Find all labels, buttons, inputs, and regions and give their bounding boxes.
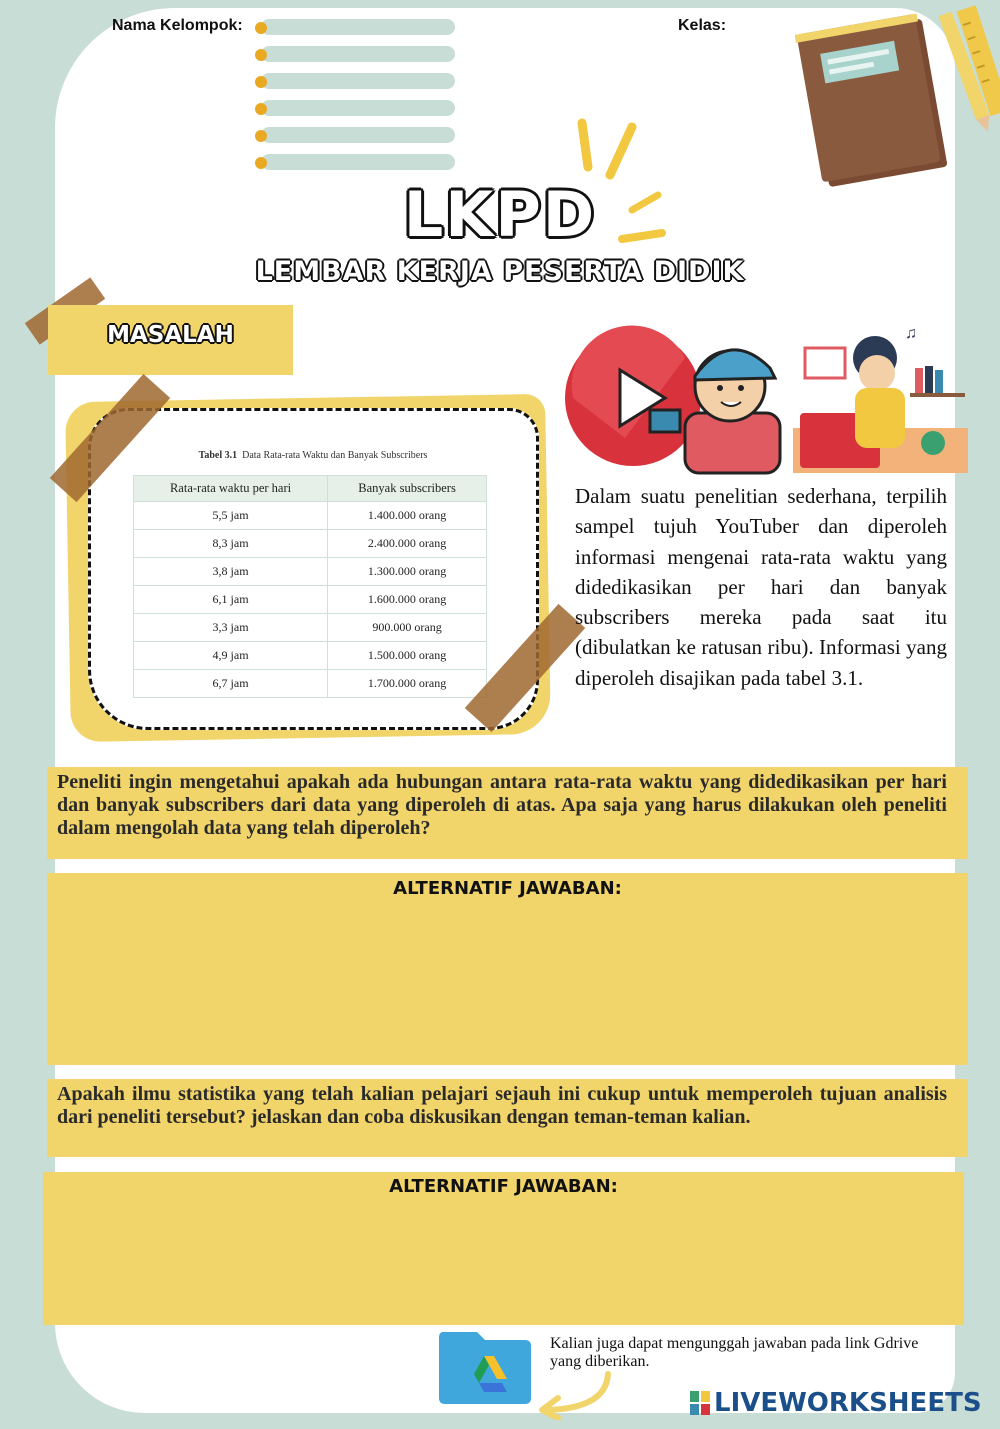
class-label: Kelas: (678, 17, 727, 34)
table-caption (133, 450, 493, 461)
upload-note: Kalian juga dapat mengunggah jawaban pada link Gdrive yang diberikan. (550, 1335, 919, 1370)
table-header-subscribers: Banyak subscribers (328, 476, 487, 502)
member-line-1[interactable] (255, 19, 455, 35)
problem-description: Dalam suatu penelitian sederhana, terpilih sampel tujuh YouTuber dan diperoleh informasi mengenai rata-rata waktu yang didedikasikan per hari dan banyak subscribers mereka pada saat itu (dibulatkan ke ratusan ribu). Informasi yang diperoleh disajikan pada tabel 3.1. (575, 484, 947, 690)
youtuber-illustration (565, 318, 970, 478)
liveworksheets-logo-icon (690, 1391, 710, 1415)
table-row (134, 670, 487, 698)
arrow-icon (528, 1370, 618, 1420)
bullet-icon (255, 103, 267, 115)
table-row (134, 642, 487, 670)
table-row (134, 558, 487, 586)
answer-1-box[interactable] (47, 873, 968, 1065)
table-cell: 900.000 orang (328, 614, 487, 642)
member-line-5[interactable] (255, 127, 455, 143)
table-caption-text: Data Rata-rata Waktu dan Banyak Subscribers (242, 450, 428, 461)
bullet-icon (255, 49, 267, 61)
table-cell: 3,3 jam (134, 614, 328, 642)
gdrive-folder-icon[interactable] (437, 1326, 532, 1406)
question-1-text: Peneliti ingin mengetahui apakah ada hubungan antara rata-rata waktu yang didedikasikan per hari dan banyak subscribers dari data yang diperoleh di atas. Apa saja yang harus dilakukan oleh peneliti dalam mengolah data yang telah diperoleh? (57, 771, 947, 839)
table-cell: 2.400.000 orang (328, 530, 487, 558)
bullet-icon (255, 76, 267, 88)
table-cell: 8,3 jam (134, 530, 328, 558)
data-table (133, 475, 487, 698)
bullet-icon (255, 22, 267, 34)
table-cell: 1.600.000 orang (328, 586, 487, 614)
section-label: MASALAH (107, 322, 234, 348)
page-subtitle: LEMBAR KERJA PESERTA DIDIK (255, 256, 745, 287)
table-cell: 5,5 jam (134, 502, 328, 530)
svg-text:♪: ♪ (858, 337, 867, 357)
bullet-icon (255, 130, 267, 142)
table-cell: 1.400.000 orang (328, 502, 487, 530)
table-row (134, 530, 487, 558)
answer-2-title: ALTERNATIF JAWABAN: (389, 1176, 618, 1197)
member-line-4[interactable] (255, 100, 455, 116)
member-line-2[interactable] (255, 46, 455, 62)
table-cell: 4,9 jam (134, 642, 328, 670)
bullet-icon (255, 157, 267, 169)
book-pencil-illustration (795, 0, 1000, 190)
table-cell: 3,8 jam (134, 558, 328, 586)
svg-text:♫: ♫ (905, 325, 917, 342)
member-line-6[interactable] (255, 154, 455, 170)
member-line-3[interactable] (255, 73, 455, 89)
table-cell: 1.700.000 orang (328, 670, 487, 698)
page-title: LKPD (403, 178, 597, 251)
table-header-time: Rata-rata waktu per hari (134, 476, 328, 502)
question-2-text: Apakah ilmu statistika yang telah kalian pelajari sejauh ini cukup untuk memperoleh tujuan analisis dari peneliti tersebut? jelaskan dan coba diskusikan dengan teman-teman kalian. (57, 1083, 947, 1128)
table-caption-number: Tabel 3.1 (198, 450, 238, 461)
table-row (134, 586, 487, 614)
answer-1-title: ALTERNATIF JAWABAN: (393, 878, 622, 899)
group-name-label: Nama Kelompok: (112, 17, 243, 34)
table-cell: 6,7 jam (134, 670, 328, 698)
liveworksheets-brand: LIVEWORKSHEETS (714, 1388, 982, 1418)
table-row (134, 502, 487, 530)
table-cell: 1.500.000 orang (328, 642, 487, 670)
table-row (134, 614, 487, 642)
table-cell: 1.300.000 orang (328, 558, 487, 586)
table-cell: 6,1 jam (134, 586, 328, 614)
